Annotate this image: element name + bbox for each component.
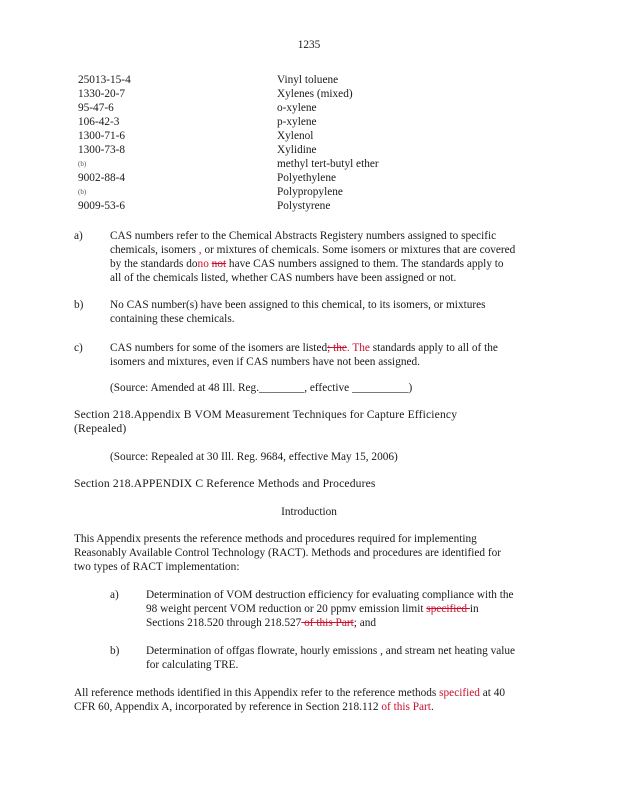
chemical-name: Polystyrene — [277, 200, 331, 212]
inserted-text: of this Part — [378, 701, 431, 713]
cas-row — [78, 115, 538, 129]
closing-line-2: CFR 60, Appendix A, incorporated by reference in Section 218.112 of this Part. — [74, 701, 434, 713]
cas-number: 25013-15-4 — [78, 74, 131, 86]
deleted-text: of this Part — [301, 617, 354, 629]
note-b-line-2: containing these chemicals. — [110, 313, 235, 325]
cas-number: 9009-53-6 — [78, 200, 126, 212]
cas-row — [78, 171, 538, 185]
chemical-name: o-xylene — [277, 102, 317, 114]
cas-number: (b) — [78, 160, 87, 168]
item-b-line-1: Determination of offgas flowrate, hourly emissions , and stream net heating value — [146, 645, 516, 657]
inserted-text: . The — [346, 342, 370, 354]
note-a-label: a) — [74, 230, 83, 242]
cas-number: 1330-20-7 — [78, 88, 126, 100]
chemical-name: methyl tert-butyl ether — [277, 158, 379, 170]
deleted-text: ; the — [327, 342, 347, 354]
chemical-name: Polyethylene — [277, 172, 336, 184]
appendix-b-title-line-2: (Repealed) — [74, 422, 127, 435]
intro-line-2: Reasonably Available Control Technology (RACT). Methods and procedures are identified for — [74, 547, 502, 559]
note-c-line-1: CAS numbers for some of the isomers are listed; the. The standards apply to all of the — [110, 342, 498, 354]
cas-row — [78, 129, 538, 143]
chemical-name: p-xylene — [277, 116, 317, 128]
deleted-text: not — [211, 258, 227, 270]
item-b-line-2: for calculating TRE. — [146, 659, 239, 671]
deleted-text: specified — [426, 603, 470, 615]
appendix-b-source: (Source: Repealed at 30 Ill. Reg. 9684, effective May 15, 2006) — [110, 451, 398, 463]
introduction-heading: Introduction — [281, 506, 337, 518]
item-a-line-1: Determination of VOM destruction efficiency for evaluating compliance with the — [146, 589, 514, 601]
note-a-line-3: by the standards dono not have CAS numbers assigned to them. The standards apply to — [110, 258, 504, 270]
cas-row — [78, 199, 538, 213]
chemical-name: Vinyl toluene — [277, 74, 339, 86]
appendix-b-title-line-1: Section 218.Appendix B VOM Measurement Techniques for Capture Efficiency — [74, 408, 458, 421]
cas-row — [78, 185, 538, 199]
note-c-label: c) — [74, 342, 83, 354]
chemical-name: Xylenol — [277, 130, 314, 142]
cas-row — [78, 143, 538, 157]
chemical-name: Xylidine — [277, 144, 317, 156]
note-a-line-1: CAS numbers refer to the Chemical Abstracts Registery numbers assigned to specific — [110, 230, 497, 242]
chemical-name: Xylenes (mixed) — [277, 88, 353, 100]
closing-line-1: All reference methods identified in this Appendix refer to the reference methods specified at 40 — [74, 687, 506, 699]
note-b-line-1: No CAS number(s) have been assigned to this chemical, to its isomers, or mixtures — [110, 299, 486, 311]
source-amended: (Source: Amended at 48 Ill. Reg.________, effective __________) — [110, 382, 413, 394]
intro-line-1: This Appendix presents the reference methods and procedures required for implementing — [74, 533, 477, 545]
page-number: 1235 — [297, 39, 321, 51]
note-c-line-2: isomers and mixtures, even if CAS numbers have not been assigned. — [110, 356, 420, 368]
cas-number: 95-47-6 — [78, 102, 114, 114]
item-a-label: a) — [110, 589, 119, 601]
item-b-label: b) — [110, 645, 120, 657]
item-a-line-2: 98 weight percent VOM reduction or 20 ppmv emission limit specified in — [146, 603, 479, 615]
intro-line-3: two types of RACT implementation: — [74, 561, 240, 573]
inserted-text: no — [197, 258, 209, 270]
cas-row — [78, 73, 538, 87]
appendix-c-title: Section 218.APPENDIX C Reference Methods and Procedures — [74, 477, 376, 490]
cas-number: (b) — [78, 188, 87, 196]
note-b-label: b) — [74, 299, 84, 311]
cas-number: 106-42-3 — [78, 116, 120, 128]
cas-number: 9002-88-4 — [78, 172, 126, 184]
cas-row — [78, 157, 538, 171]
note-a-line-2: chemicals, isomers , or mixtures of chemicals. Some isomers or mixtures that are covered — [110, 244, 516, 256]
cas-number: 1300-73-8 — [78, 144, 126, 156]
note-a-line-4: all of the chemicals listed, whether CAS numbers have been assigned or not. — [110, 272, 457, 284]
cas-number: 1300-71-6 — [78, 130, 126, 142]
inserted-text: , — [195, 244, 202, 256]
cas-row — [78, 101, 538, 115]
item-a-line-3: Sections 218.520 through 218.527 of this Part; and — [146, 617, 377, 629]
cas-row — [78, 87, 538, 101]
inserted-text: specified — [439, 687, 480, 699]
chemical-name: Polypropylene — [277, 186, 343, 198]
